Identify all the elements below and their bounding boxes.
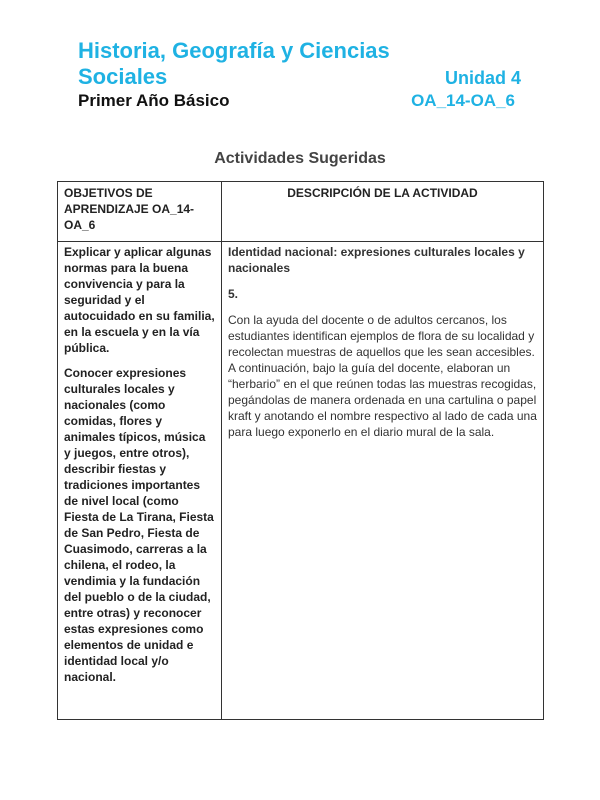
table-row [58,242,544,720]
objectives-column-header: OBJETIVOS DE APRENDIZAJE OA_14-OA_6 [58,182,222,242]
objective-text: Explicar y aplicar algunas normas para la buena convivencia y para la seguridad y el autocuidado en su familia, en la escuela y en la vía pública. [64,245,215,355]
table-header-row [58,182,544,242]
oa-code: OA_14-OA_6 [411,91,515,110]
subtitle-row [78,91,523,111]
description-column-header: DESCRIPCIÓN DE LA ACTIVIDAD [222,182,544,242]
title-row [78,64,523,90]
document-header [78,38,523,111]
section-title: Actividades Sugeridas [214,150,386,167]
description-cell [222,242,544,720]
activities-table [57,181,544,720]
activity-description: Con la ayuda del docente o de adultos cercanos, los estudiantes identifican ejemplos de flora de su localidad y recolectan muestras de aquellos que les sean accesibles. A continuación, bajo la guía del docente, elaboran un “herbario” en el que reúnen todas las muestras recogidas, pegándolas de manera ordenada en una cartulina o papel kraft y anotando el nombre respectivo al lado de cada una para luego exponerlo en el diario mural de la sala. [228,313,537,439]
activity-title: Identidad nacional: expresiones culturales locales y nacionales [228,245,525,275]
grade-label: Primer Año Básico [78,91,230,110]
subject-title-line2: Sociales [78,64,168,89]
unit-label: Unidad 4 [444,68,521,88]
objectives-cell [58,242,222,720]
activity-number: 5. [228,287,239,301]
objective-text: Conocer expresiones culturales locales y nacionales (como comidas, flores y animales típicos, música y juegos, entre otros), describir fiestas y tradiciones importantes de nivel local (como Fiesta de La Tirana, Fiesta de San Pedro, Fiesta de Cuasimodo, carreras a la chilena, el rodeo, la vendimia y la fundación del pueblo o de la ciudad, entre otras) y reconocer estas expresiones como elementos de unidad e identidad local y/o nacional. [64,366,214,684]
subject-title-line1: Historia, Geografía y Ciencias [78,38,390,63]
